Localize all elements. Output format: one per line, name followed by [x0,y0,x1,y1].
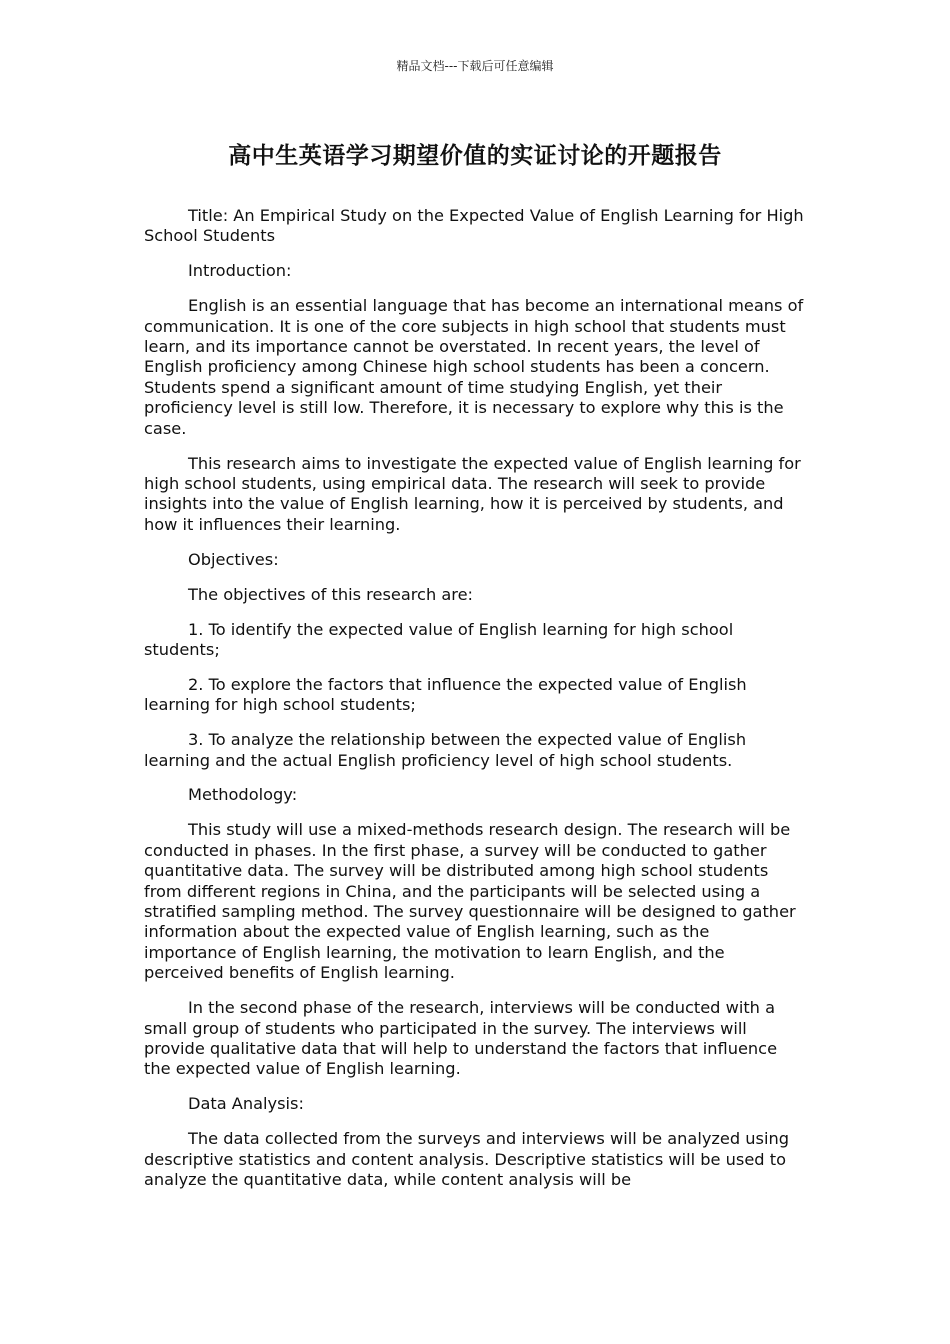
section-heading-introduction: Introduction: [188,261,292,281]
section-heading-methodology: Methodology: [188,785,298,805]
objective-item-1: 1. To identify the expected value of English learning for high school students; [144,619,734,659]
page-header-watermark: 精品文档---下载后可任意编辑 [396,59,554,73]
paragraph-objectives-intro: The objectives of this research are: [188,584,473,604]
title-line: Title: An Empirical Study on the Expected Value of English Learning for High School Students [144,206,804,246]
objective-item-3: 3. To analyze the relationship between the expected value of English learning and the actual English proficiency level of high school students. [144,730,747,770]
document-body [144,206,806,1205]
section-heading-objectives: Objectives: [188,549,279,569]
paragraph-introduction-2: This research aims to investigate the expected value of English learning for high school students, using empirical data. The research will seek to provide insights into the value of English learning, how it is perceived by students, and how it influences their learning. [144,453,801,534]
paragraph-introduction-1: English is an essential language that has become an international means of communication. It is one of the core subjects in high school that students must learn, and its importance cannot be overstated. In recent years, the level of English proficiency among Chinese high school students has been a concern. Students spend a significant amount of time studying English, yet their proficiency level is still low. Therefore, it is necessary to explore why this is the case. [144,296,804,438]
paragraph-data-analysis: The data collected from the surveys and interviews will be analyzed using descriptive statistics and content analysis. Descriptive statistics will be used to analyze the quantitative data, while content analysis will be [144,1129,790,1189]
objective-item-2: 2. To explore the factors that influence the expected value of English learning for high school students; [144,674,747,715]
section-heading-data-analysis: Data Analysis: [188,1094,304,1114]
paragraph-methodology-2: In the second phase of the research, interviews will be conducted with a small group of students who participated in the survey. The interviews will provide qualitative data that will help to understand the factors that influence the expected value of English learning. [144,998,778,1079]
paragraph-methodology-1: This study will use a mixed-methods research design. The research will be conducted in phases. In the first phase, a survey will be conducted to gather quantitative data. The survey will be distributed among high school students from different regions in China, and the participants will be selected using a stratified sampling method. The survey questionnaire will be designed to gather information about the expected value of English learning, such as the importance of English learning, the motivation to learn English, and the perceived benefits of English learning. [144,820,796,983]
document-title: 高中生英语学习期望价值的实证讨论的开题报告 [228,143,722,169]
